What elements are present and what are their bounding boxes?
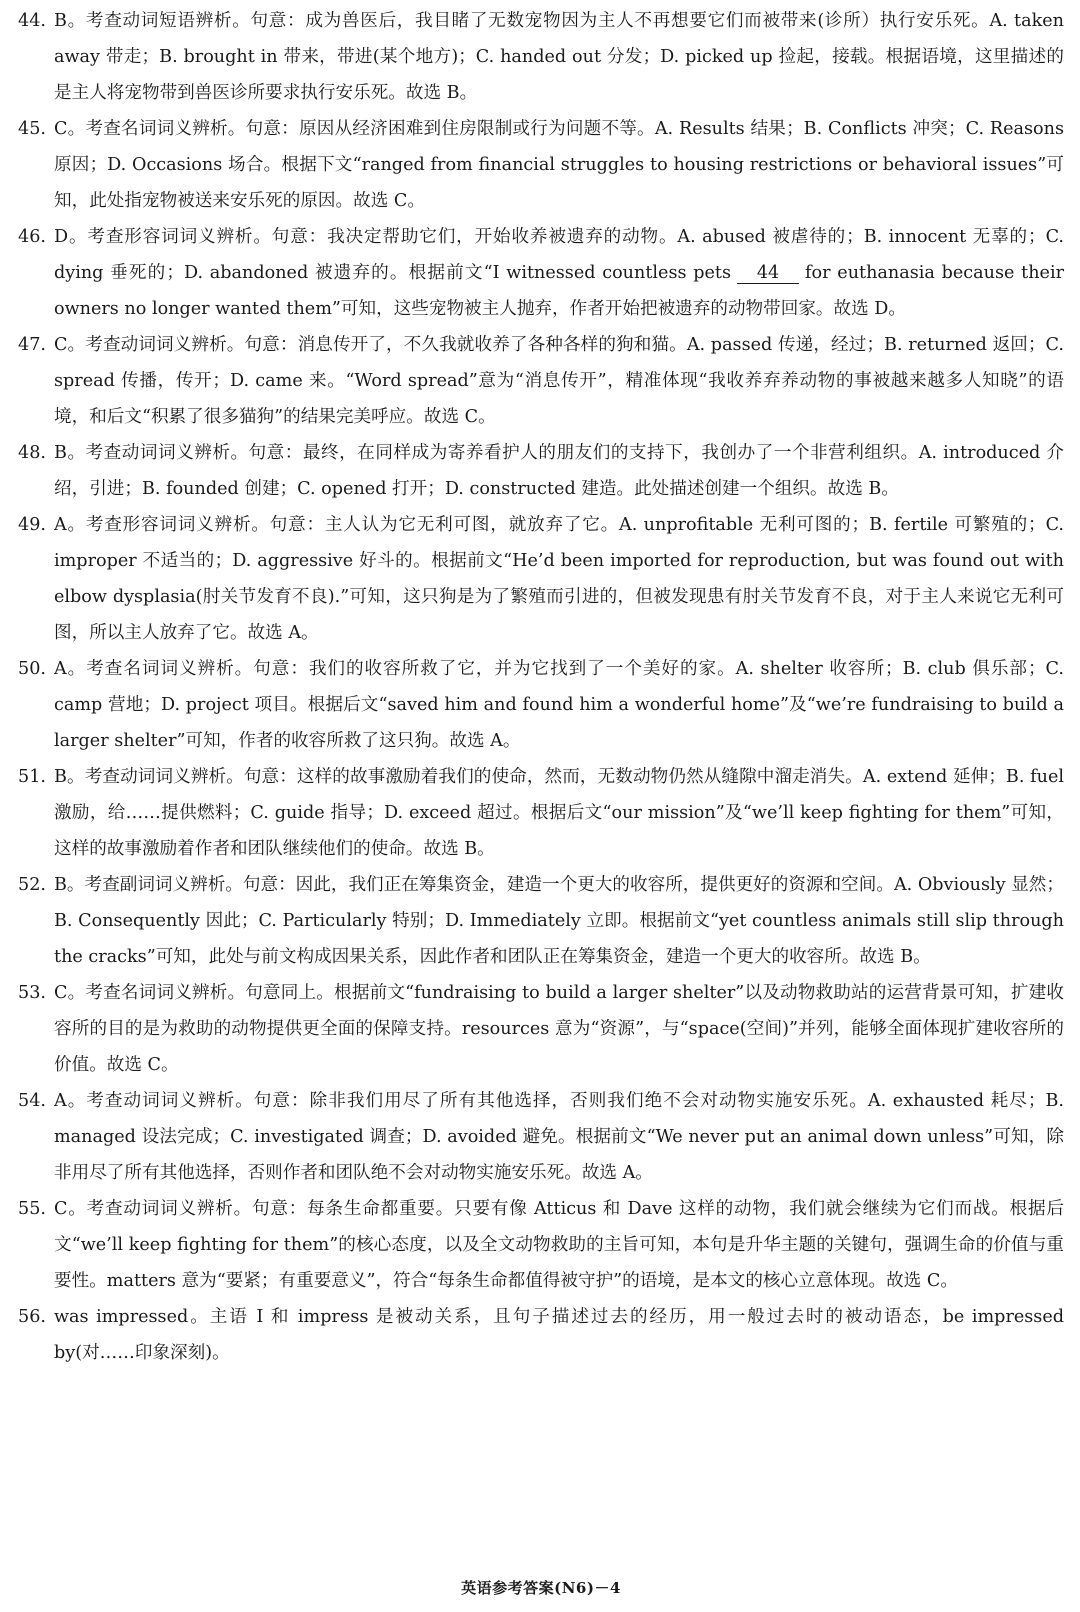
item-text: B。考查动词词义辨析。句意：最终，在同样成为寄养看护人的朋友们的支持下，我创办了一个非营利组织。A. introduced 介绍，引进；B. founded 创建；C. opened 打开；D. constructed 建造。此处描述创建一个组织。故选 B。: [54, 443, 1064, 499]
item-text: D。考查形容词词义辨析。句意：我决定帮助它们，开始收养被遗弃的动物。A. abused 被虐待的；B. innocent 无辜的；C. dying 垂死的；D. abandoned 被遗弃的。根据前文“I witnessed countless pets: [54, 227, 1064, 283]
blank-number: 44: [737, 263, 799, 284]
item-text: B。考查动词短语辨析。句意：成为兽医后，我目睹了无数宠物因为主人不再想要它们而被带来(诊所）执行安乐死。A. taken away 带走；B. brought in 带来，带进(某个地方)；C. handed out 分发；D. picked up 捡起，接载。根据语境，这里描述的是主人将宠物带到兽医诊所要求执行安乐死。故选 B。: [54, 11, 1064, 103]
item-text: A。考查形容词词义辨析。句意：主人认为它无利可图，就放弃了它。A. unprofitable 无利可图的；B. fertile 可繁殖的；C. improper 不适当的；D. aggressive 好斗的。根据前文“He’d been imported for reproduction, but was found out with elbow dysplasia(肘关节发育不良).”可知，这只狗是为了繁殖而引进的，但被发现患有肘关节发育不良，对于主人来说它无利可图，所以主人放弃了它。故选 A。: [54, 515, 1064, 643]
item-number: 54.: [18, 1091, 46, 1111]
item-text: B。考查动词词义辨析。句意：这样的故事激励着我们的使命，然而，无数动物仍然从缝隙中溜走消失。A. extend 延伸；B. fuel 激励，给……提供燃料；C. guide 指导；D. exceed 超过。根据后文“our mission”及“we’ll keep fighting for them”可知，这样的故事激励着作者和团队继续他们的使命。故选 B。: [54, 767, 1064, 859]
item-text: A。考查名词词义辨析。句意：我们的收容所救了它，并为它找到了一个美好的家。A. shelter 收容所；B. club 俱乐部；C. camp 营地；D. project 项目。根据后文“saved him and found him a wonderful home”及“we’re fundraising to build a larger shelter”可知，作者的收容所救了这只狗。故选 A。: [54, 659, 1064, 751]
item-text: C。考查动词词义辨析。句意：每条生命都重要。只要有像 Atticus 和 Dave 这样的动物，我们就会继续为它们而战。根据后文“we’ll keep fighting for them”的核心态度，以及全文动物救助的主旨可知，本句是升华主题的关键句，强调生命的价值与重要性。matters 意为“要紧；有重要意义”，符合“每条生命都值得被守护”的语境，是本文的核心立意体现。故选 C。: [54, 1199, 1064, 1291]
item-number: 50.: [18, 659, 46, 679]
item-text: C。考查名词词义辨析。句意：原因从经济困难到住房限制或行为问题不等。A. Results 结果；B. Conflicts 冲突；C. Reasons 原因；D. Occasions 场合。根据下文“ranged from financial struggles to housing restrictions or behavioral issues”可知，此处指宠物被送来安乐死的原因。故选 C。: [54, 119, 1064, 211]
answer-item-45: [18, 111, 1064, 219]
item-number: 56.: [18, 1307, 46, 1327]
item-number: 48.: [18, 443, 46, 463]
item-number: 51.: [18, 767, 46, 787]
item-text: for euthanasia because their owners no longer wanted them”可知，这些宠物被主人抛弃，作者开始把被遗弃的动物带回家。故选 D。: [54, 263, 1064, 319]
answer-item-49: [18, 507, 1064, 651]
item-number: 49.: [18, 515, 46, 535]
answer-item-44: [18, 3, 1064, 111]
answer-item-55: [18, 1191, 1064, 1299]
item-number: 46.: [18, 227, 46, 247]
answer-item-52: [18, 867, 1064, 975]
item-number: 45.: [18, 119, 46, 139]
item-text: B。考查副词词义辨析。句意：因此，我们正在筹集资金，建造一个更大的收容所，提供更好的资源和空间。A. Obviously 显然；B. Consequently 因此；C. Particularly 特别；D. Immediately 立即。根据前文“yet countless animals still slip through the cracks”可知，此处与前文构成因果关系，因此作者和团队正在筹集资金，建造一个更大的收容所。故选 B。: [54, 875, 1064, 967]
answer-item-50: [18, 651, 1064, 759]
item-text: A。考查动词词义辨析。句意：除非我们用尽了所有其他选择，否则我们绝不会对动物实施安乐死。A. exhausted 耗尽；B. managed 设法完成；C. investigated 调查；D. avoided 避免。根据前文“We never put an animal down unless”可知，除非用尽了所有其他选择，否则作者和团队绝不会对动物实施安乐死。故选 A。: [54, 1091, 1064, 1183]
answer-item-47: [18, 327, 1064, 435]
item-number: 53.: [18, 983, 46, 1003]
item-text: was impressed。主语 I 和 impress 是被动关系，且句子描述过去的经历，用一般过去时的被动语态，be impressed by(对……印象深刻)。: [54, 1307, 1064, 1363]
answer-item-54: [18, 1083, 1064, 1191]
item-text: C。考查动词词义辨析。句意：消息传开了，不久我就收养了各种各样的狗和猫。A. passed 传递，经过；B. returned 返回；C. spread 传播，传开；D. came 来。“Word spread”意为“消息传开”，精准体现“我收养弃养动物的事被越来越多人知晓”的语境，和后文“积累了很多猫狗”的结果完美呼应。故选 C。: [54, 335, 1064, 427]
item-text: C。考查名词词义辨析。句意同上。根据前文“fundraising to build a larger shelter”以及动物救助站的运营背景可知，扩建收容所的目的是为救助的动物提供更全面的保障支持。resources 意为“资源”，与“space(空间)”并列，能够全面体现扩建收容所的价值。故选 C。: [54, 983, 1065, 1075]
item-number: 55.: [18, 1199, 46, 1219]
answer-item-46: [18, 219, 1064, 327]
answer-key-page: [18, 0, 1064, 1612]
answer-item-53: [18, 975, 1064, 1083]
item-number: 52.: [18, 875, 46, 895]
item-number: 47.: [18, 335, 46, 355]
item-number: 44.: [18, 11, 46, 31]
answer-item-51: [18, 759, 1064, 867]
answer-item-56: [18, 1299, 1064, 1371]
page-footer: 英语参考答案(N6)－4: [461, 1579, 621, 1597]
answer-list: [18, 0, 1064, 1371]
answer-item-48: [18, 435, 1064, 507]
